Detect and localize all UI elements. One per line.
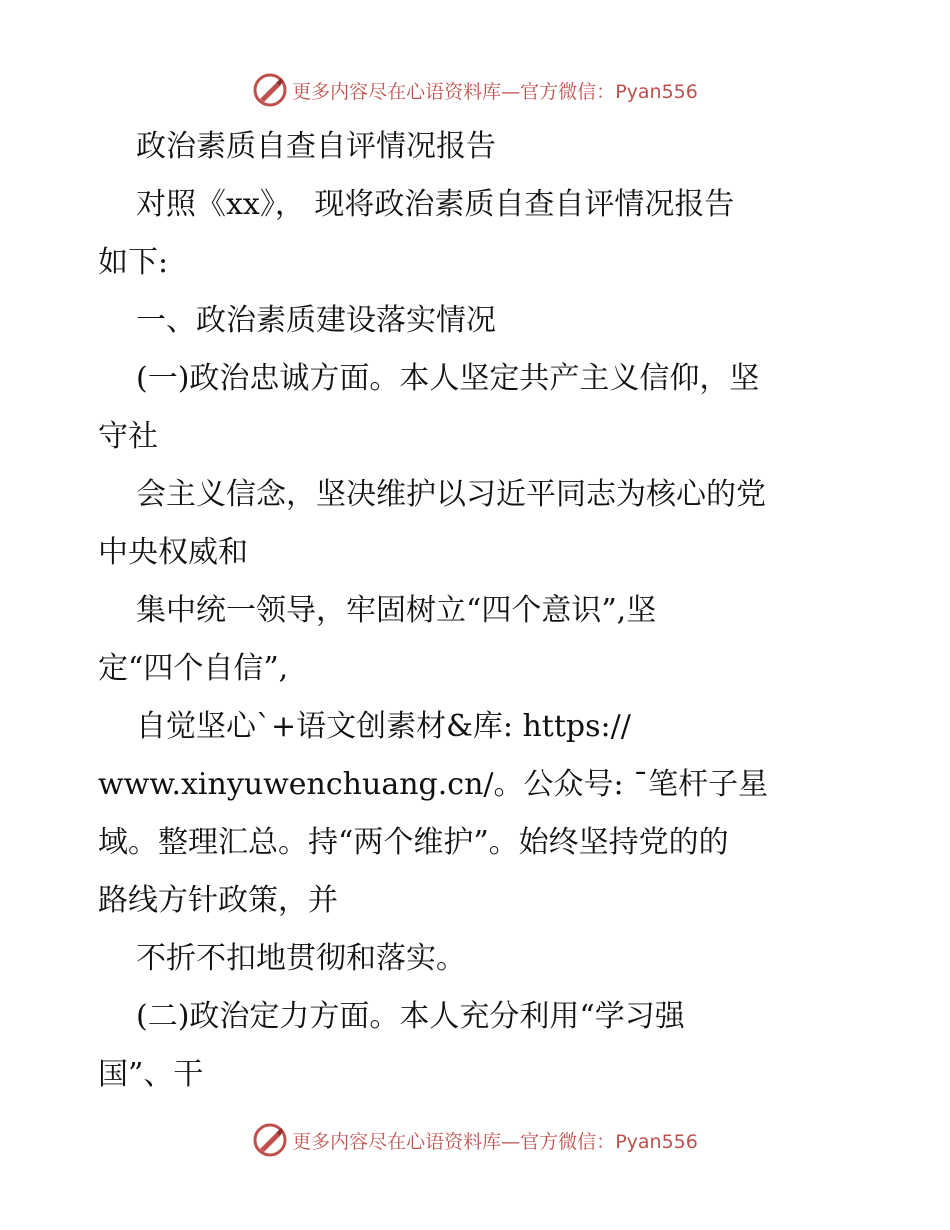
paragraph-line: 不折不扣地贯彻和落实。 [136, 941, 466, 976]
footer-banner-separator: —官方微信： [501, 1130, 616, 1153]
paragraph-line: 对照《xx》， 现将政治素质自查自评情况报告 [136, 187, 735, 222]
footer-wechat-id: Pyan556 [615, 1130, 698, 1153]
header-banner-text [292, 77, 698, 104]
paragraph-line: (二)政治定力方面。本人充分利用“学习强 [136, 999, 685, 1034]
footer-banner-text [292, 1127, 698, 1154]
paragraph-line: 会主义信念，坚决维护以习近平同志为核心的党 [136, 477, 766, 512]
footer-banner [0, 1118, 950, 1162]
paragraph-line: 国”、干 [98, 1057, 204, 1092]
paragraph-line: 集中统一领导，牢固树立“四个意识”,坚 [136, 593, 657, 628]
document-body [98, 118, 878, 1104]
paragraph-line: 定“四个自信”, [98, 651, 289, 686]
section-heading: 一、政治素质建设落实情况 [136, 303, 496, 338]
paragraph-line: 中央权威和 [98, 535, 248, 570]
paragraph-line: 自觉坚心`+语文创素材&库: https:// [136, 709, 631, 744]
paragraph-line: 路线方针政策，并 [98, 883, 338, 918]
document-title: 政治素质自查自评情况报告 [136, 129, 496, 164]
paragraph-line: www.xinyuwenchuang.cn/。公众号: ¯笔杆子星 [98, 767, 769, 802]
footer-banner-title: 更多内容尽在心语资料库 [292, 1130, 502, 1153]
header-wechat-id: Pyan556 [615, 80, 698, 103]
header-banner-separator: —官方微信： [501, 80, 616, 103]
paragraph-line: (一)政治忠诚方面。本人坚定共产主义信仰，坚 [136, 361, 760, 396]
header-banner-title: 更多内容尽在心语资料库 [292, 80, 502, 103]
paragraph-line: 域。整理汇总。持“两个维护”。始终坚持党的的 [98, 825, 729, 860]
paragraph-line: 守社 [98, 419, 158, 454]
paragraph-line: 如下: [98, 245, 169, 280]
header-banner [0, 68, 950, 112]
pen-seal-logo-icon [252, 72, 288, 108]
pen-seal-logo-icon [252, 1122, 288, 1158]
